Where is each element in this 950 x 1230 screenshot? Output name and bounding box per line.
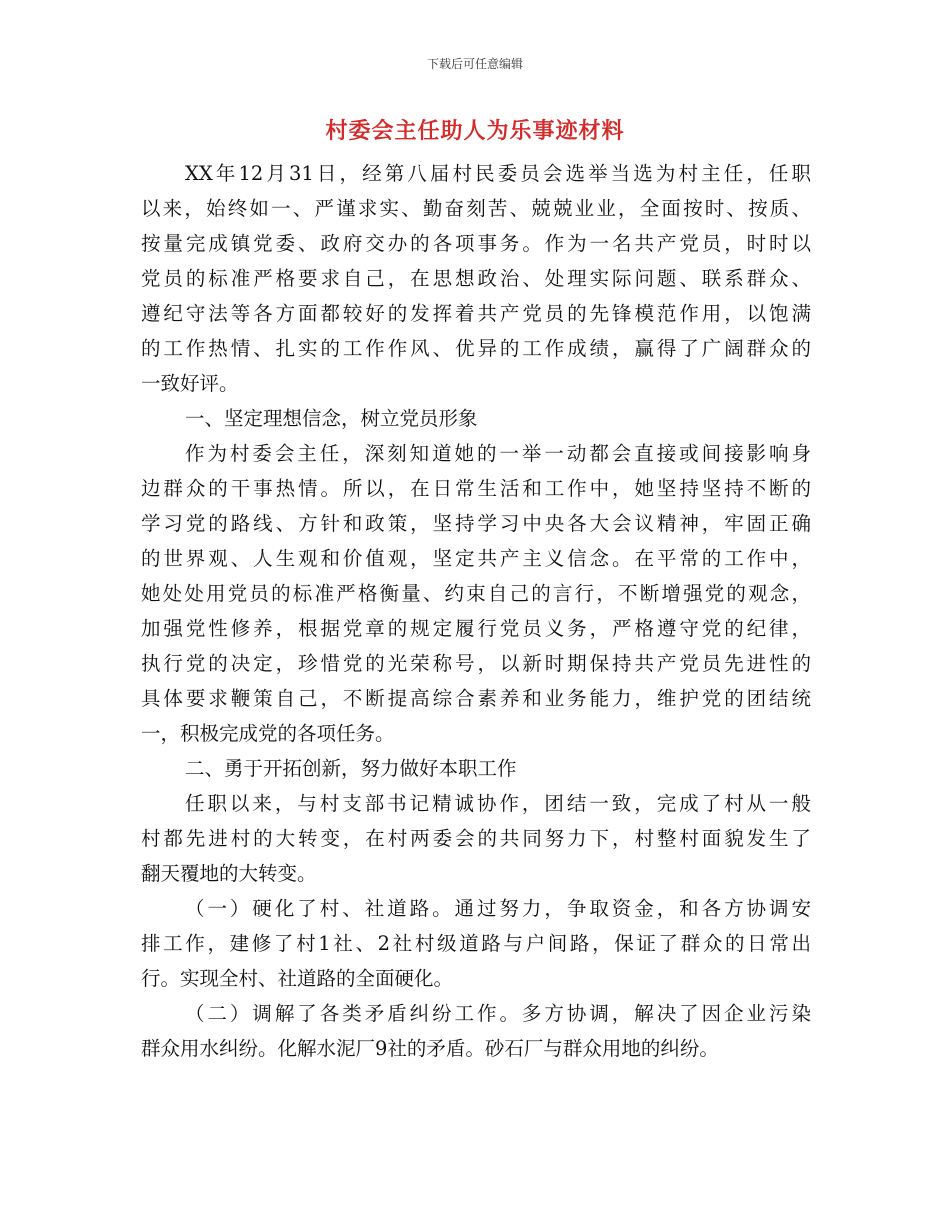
body-line: 按量完成镇党委、政府交办的各项事务。作为一名共产党员，时时以 [141,232,811,255]
body-line: 的世界观、人生观和价值观，坚定共产主义信念。在平常的工作中， [141,547,811,570]
body-line: 加强党性修养，根据党章的规定履行党员义务，严格遵守党的纪律， [141,617,811,640]
body-line: 群众用水纠纷。化解水泥厂9社的矛盾。砂石厂与群众用地的纠纷。 [141,1037,719,1060]
section-heading-2: 二、勇于开拓创新，努力做好本职工作 [185,757,517,780]
document-title: 村委会主任助人为乐事迹材料 [325,119,625,144]
body-line: 学习党的路线、方针和政策，坚持学习中央各大会议精神，牢固正确 [141,512,811,535]
body-line: 边群众的干事热情。所以，在日常生活和工作中，她坚持坚持不断的 [141,477,811,500]
page-header-note: 下载后可任意编辑 [426,57,523,71]
body-line: 具体要求鞭策自己，不断提高综合素养和业务能力，维护党的团结统 [141,687,811,710]
body-line: 作为村委会主任，深刻知道她的一举一动都会直接或间接影响身 [185,442,811,465]
body-line: 行。实现全村、社道路的全面硬化。 [141,967,454,990]
body-line: 村都先进村的大转变，在村两委会的共同努力下，村整村面貌发生了 [141,827,811,850]
body-line: 党员的标准严格要求自己，在思想政治、处理实际问题、联系群众、 [141,267,811,290]
body-line: 的工作热情、扎实的工作作风、优异的工作成绩，赢得了广阔群众的 [141,337,811,360]
body-line: 一，积极完成党的各项任务。 [141,722,395,745]
body-line: XX年12月31日，经第八届村民委员会选举当选为村主任，任职 [185,162,811,185]
section-heading-1: 一、坚定理想信念，树立党员形象 [185,407,478,430]
body-line: 任职以来，与村支部书记精诚协作，团结一致，完成了村从一般 [185,792,811,815]
body-line: 一致好评。 [141,372,239,395]
body-line: 翻天覆地的大转变。 [141,862,317,885]
body-line: 以来，始终如一、严谨求实、勤奋刻苦、兢兢业业，全面按时、按质、 [141,197,811,220]
body-line: 执行党的决定，珍惜党的光荣称号，以新时期保持共产党员先进性的 [141,652,811,675]
body-line: 她处处用党员的标准严格衡量、约束自己的言行，不断增强党的观念， [141,582,811,605]
body-line: 遵纪守法等各方面都较好的发挥着共产党员的先锋模范作用，以饱满 [141,302,811,325]
body-line: （二）调解了各类矛盾纠纷工作。多方协调，解决了因企业污染 [185,1002,811,1025]
body-line: （一）硬化了村、社道路。通过努力，争取资金，和各方协调安 [185,897,811,920]
document-body [141,156,811,1066]
body-line: 排工作，建修了村1社、2社村级道路与户间路，保证了群众的日常出 [141,932,811,955]
